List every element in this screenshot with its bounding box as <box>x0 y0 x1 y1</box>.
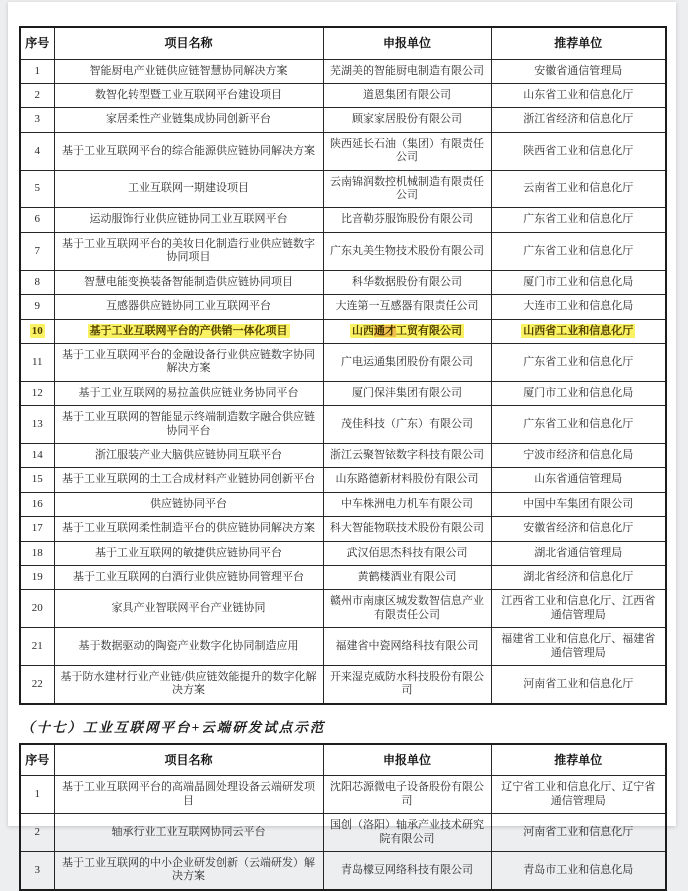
cell-text: 国创（洛阳）轴承产业技术研究院有限公司 <box>330 819 484 845</box>
highlighted-text <box>350 324 464 338</box>
row-number-cell <box>20 295 54 319</box>
column-header: 序号 <box>20 27 54 59</box>
cell-text: 2 <box>34 89 40 102</box>
cell-text: 开来湿克威防水科技股份有限公司 <box>330 671 484 697</box>
row-number-cell <box>20 319 54 343</box>
recommender-cell <box>491 270 666 294</box>
cell-text: 广东省工业和信息化厅 <box>523 213 634 226</box>
cell-text: 青岛市工业和信息化局 <box>523 863 634 876</box>
cell-text: 供应链协同平台 <box>150 497 227 510</box>
table-row <box>20 59 666 83</box>
recommender-cell <box>491 170 666 208</box>
table-row <box>20 666 666 704</box>
row-number-cell <box>20 170 54 208</box>
row-number-cell <box>20 108 54 132</box>
row-number-cell <box>20 468 54 492</box>
row-number-cell <box>20 541 54 565</box>
column-header: 推荐单位 <box>491 744 666 776</box>
cell-text: 辽宁省工业和信息化厅、辽宁省通信管理局 <box>501 781 656 807</box>
applicant-cell <box>323 468 491 492</box>
table-row <box>20 517 666 541</box>
table-row <box>20 84 666 108</box>
table-header-row <box>20 27 666 59</box>
applicant-cell <box>323 208 491 232</box>
cell-text: 基于工业互联网平台的美妆日化制造行业供应链数字协同项目 <box>62 237 315 264</box>
applicant-cell <box>323 232 491 270</box>
table-row <box>20 590 666 628</box>
applicant-cell <box>323 381 491 405</box>
project-name-cell <box>54 852 323 890</box>
applicant-cell <box>323 541 491 565</box>
row-number-cell <box>20 132 54 170</box>
recommender-cell <box>491 852 666 890</box>
cell-text: 智能厨电产业链供应链智慧协同解决方案 <box>89 64 288 77</box>
recommender-cell <box>491 232 666 270</box>
document-page <box>8 2 676 883</box>
cell-text: 9 <box>34 300 40 313</box>
cell-text: 青岛檬豆网络科技有限公司 <box>341 863 473 876</box>
table-row <box>20 381 666 405</box>
recommender-cell <box>491 295 666 319</box>
cell-text: 道恩集团有限公司 <box>363 89 451 102</box>
cell-text: 基于工业互联网的敏捷供应链协同平台 <box>95 546 282 559</box>
applicant-cell <box>323 295 491 319</box>
cell-text: 3 <box>34 113 40 126</box>
cell-text: 基于防水建材行业产业链/供应链效能提升的数字化解决方案 <box>60 671 317 697</box>
cell-text: 15 <box>31 473 43 486</box>
row-number-cell <box>20 852 54 890</box>
project-name-cell <box>54 132 323 170</box>
cell-text: 7 <box>34 244 40 257</box>
applicant-cell <box>323 814 491 852</box>
cell-text: 浙江云聚智铱数字科技有限公司 <box>330 448 484 461</box>
recommender-cell <box>491 108 666 132</box>
project-name-cell <box>54 270 323 294</box>
project-name-cell <box>54 814 323 852</box>
cell-text: 河南省工业和信息化厅 <box>523 677 634 690</box>
cell-text: 广东省工业和信息化厅 <box>523 244 634 257</box>
column-header: 推荐单位 <box>491 27 666 59</box>
cell-text: 18 <box>31 546 43 559</box>
project-name-cell <box>54 492 323 516</box>
cell-text: 安徽省经济和信息化厅 <box>523 522 634 535</box>
table-row <box>20 132 666 170</box>
cell-text: 江西省工业和信息化厅、江西省通信管理局 <box>501 595 656 621</box>
cell-text: 5 <box>34 182 40 195</box>
recommender-cell <box>491 381 666 405</box>
project-name-cell <box>54 84 323 108</box>
recommender-cell <box>491 666 666 704</box>
highlighted-text: 10 <box>31 324 43 337</box>
table-row <box>20 628 666 666</box>
project-name-cell <box>54 443 323 467</box>
cell-text: 山东路德新材料股份有限公司 <box>335 473 479 486</box>
cell-text: 智慧电能变换装备智能制造供应链协同项目 <box>84 275 293 288</box>
row-number-cell <box>20 814 54 852</box>
cell-text: 1 <box>34 64 40 77</box>
recommender-cell <box>491 406 666 444</box>
cell-text: 6 <box>34 213 40 226</box>
recommender-cell <box>491 776 666 814</box>
cell-text: 工业互联网一期建设项目 <box>128 182 249 195</box>
recommender-cell <box>491 84 666 108</box>
cell-text: 云南锦润数控机械制造有限责任公司 <box>330 175 484 202</box>
table-row <box>20 565 666 589</box>
cell-text: 19 <box>31 570 43 583</box>
cell-text: 16 <box>31 497 43 510</box>
cell-text: 河南省工业和信息化厅 <box>523 825 634 838</box>
table-row <box>20 776 666 814</box>
cell-text: 基于工业互联网的智能显示终端制造数字融合供应链协同平台 <box>62 411 315 437</box>
cell-text: 科大智能物联技术股份有限公司 <box>330 522 484 535</box>
section-heading: （十七）工业互联网平台+云端研发试点示范 <box>21 719 326 735</box>
cell-text: 2 <box>34 825 40 838</box>
recommender-cell <box>491 590 666 628</box>
applicant-cell <box>323 108 491 132</box>
row-number-cell <box>20 232 54 270</box>
cell-text: 基于数据驱动的陶瓷产业数字化协同制造应用 <box>78 639 299 652</box>
project-name-cell <box>54 776 323 814</box>
project-name-cell <box>54 406 323 444</box>
table-row <box>20 406 666 444</box>
table-row <box>20 852 666 890</box>
active-search-match: 通才 <box>374 324 396 337</box>
applicant-cell <box>323 319 491 343</box>
cell-text: 互感器供应链协同工业互联网平台 <box>106 300 271 313</box>
table-row <box>20 232 666 270</box>
cell-text: 基于工业互联网的土工合成材料产业链协同创新平台 <box>62 473 315 486</box>
cell-text: 广东省工业和信息化厅 <box>523 417 634 430</box>
recommender-cell <box>491 59 666 83</box>
applicant-cell <box>323 170 491 208</box>
table-row <box>20 814 666 852</box>
table-row <box>20 170 666 208</box>
cell-text: 17 <box>31 522 43 535</box>
cell-text: 基于工业互联网平台的高端晶圆处理设备云端研发项目 <box>62 781 315 807</box>
cell-text: 山西 <box>352 324 374 337</box>
column-header: 申报单位 <box>323 744 491 776</box>
project-name-cell <box>54 208 323 232</box>
row-number-cell <box>20 628 54 666</box>
project-table-cloud-rd <box>19 743 667 891</box>
cell-text: 20 <box>31 602 43 615</box>
row-number-cell <box>20 517 54 541</box>
cell-text: 中国中车集团有限公司 <box>523 497 634 510</box>
cell-text: 工贸有限公司 <box>396 324 462 337</box>
recommender-cell <box>491 443 666 467</box>
cell-text: 8 <box>34 275 40 288</box>
cell-text: 宁波市经济和信息化局 <box>523 448 634 461</box>
cell-text: 14 <box>31 448 43 461</box>
recommender-cell <box>491 319 666 343</box>
cell-text: 家具产业智联网平台产业链协同 <box>111 602 266 615</box>
cell-text: 山东省工业和信息化厅 <box>523 89 634 102</box>
highlighted-text: 基于工业互联网平台的产供销一体化项目 <box>89 324 288 337</box>
column-header: 申报单位 <box>323 27 491 59</box>
applicant-cell <box>323 776 491 814</box>
row-number-cell <box>20 343 54 381</box>
applicant-cell <box>323 666 491 704</box>
cell-text: 沈阳芯源微电子设备股份有限公司 <box>330 781 484 807</box>
applicant-cell <box>323 343 491 381</box>
applicant-cell <box>323 443 491 467</box>
row-number-cell <box>20 443 54 467</box>
cell-text: 陕西延长石油（集团）有限责任公司 <box>330 137 484 164</box>
cell-text: 浙江服装产业大脑供应链协同互联平台 <box>95 448 282 461</box>
cell-text: 顾家家居股份有限公司 <box>352 113 462 126</box>
cell-text: 陕西省工业和信息化厅 <box>523 144 634 157</box>
table-row <box>20 541 666 565</box>
project-name-cell <box>54 666 323 704</box>
applicant-cell <box>323 84 491 108</box>
cell-text: 安徽省通信管理局 <box>534 64 623 77</box>
table-row <box>20 443 666 467</box>
cell-text: 大连第一互感器有限责任公司 <box>335 300 479 313</box>
cell-text: 1 <box>34 788 40 801</box>
column-header: 项目名称 <box>54 744 323 776</box>
table-row <box>20 295 666 319</box>
table-row <box>20 319 666 343</box>
project-name-cell <box>54 319 323 343</box>
cell-text: 轴承行业工业互联网协同云平台 <box>111 825 266 838</box>
cell-text: 21 <box>31 639 43 652</box>
cell-text: 福建省中瓷网络科技有限公司 <box>335 639 479 652</box>
row-number-cell <box>20 381 54 405</box>
project-name-cell <box>54 590 323 628</box>
row-number-cell <box>20 565 54 589</box>
recommender-cell <box>491 492 666 516</box>
cell-text: 山东省通信管理局 <box>534 473 623 486</box>
project-name-cell <box>54 59 323 83</box>
row-number-cell <box>20 666 54 704</box>
row-number-cell <box>20 590 54 628</box>
document-content <box>8 2 676 891</box>
row-number-cell <box>20 84 54 108</box>
table-row <box>20 343 666 381</box>
applicant-cell <box>323 628 491 666</box>
recommender-cell <box>491 468 666 492</box>
column-header: 项目名称 <box>54 27 323 59</box>
applicant-cell <box>323 132 491 170</box>
cell-text: 浙江省经济和信息化厅 <box>523 113 634 126</box>
table-row <box>20 208 666 232</box>
row-number-cell <box>20 208 54 232</box>
project-name-cell <box>54 232 323 270</box>
applicant-cell <box>323 270 491 294</box>
project-name-cell <box>54 295 323 319</box>
cell-text: 云南省工业和信息化厅 <box>523 182 634 195</box>
cell-text: 芜湖美的智能厨电制造有限公司 <box>330 64 484 77</box>
applicant-cell <box>323 492 491 516</box>
cell-text: 湖北省通信管理局 <box>534 546 623 559</box>
cell-text: 数智化转型暨工业互联网平台建设项目 <box>95 89 282 102</box>
applicant-cell <box>323 590 491 628</box>
cell-text: 基于工业互联网平台的综合能源供应链协同解决方案 <box>62 144 315 157</box>
recommender-cell <box>491 132 666 170</box>
recommender-cell <box>491 208 666 232</box>
cell-text: 基于工业互联网的白酒行业供应链协同管理平台 <box>73 570 304 583</box>
row-number-cell <box>20 406 54 444</box>
applicant-cell <box>323 406 491 444</box>
recommender-cell <box>491 541 666 565</box>
applicant-cell <box>323 565 491 589</box>
recommender-cell <box>491 517 666 541</box>
project-name-cell <box>54 628 323 666</box>
applicant-cell <box>323 852 491 890</box>
project-name-cell <box>54 108 323 132</box>
cell-text: 4 <box>34 144 40 157</box>
cell-text: 广电运通集团股份有限公司 <box>341 355 473 368</box>
cell-text: 赣州市南康区城发数智信息产业有限责任公司 <box>330 595 484 621</box>
recommender-cell <box>491 814 666 852</box>
cell-text: 基于工业互联网平台的金融设备行业供应链数字协同解决方案 <box>62 348 315 375</box>
cell-text: 广东省工业和信息化厅 <box>523 355 634 368</box>
project-name-cell <box>54 468 323 492</box>
cell-text: 茂佳科技（广东）有限公司 <box>341 417 473 430</box>
table-row <box>20 270 666 294</box>
cell-text: 大连市工业和信息化局 <box>523 300 634 313</box>
table-header-row <box>20 744 666 776</box>
cell-text: 中车株洲电力机车有限公司 <box>341 497 473 510</box>
cell-text: 家居柔性产业链集成协同创新平台 <box>106 113 271 126</box>
table-row <box>20 492 666 516</box>
cell-text: 3 <box>34 863 40 876</box>
cell-text: 22 <box>31 677 43 690</box>
project-name-cell <box>54 565 323 589</box>
cell-text: 比音勒芬服饰股份有限公司 <box>341 213 473 226</box>
row-number-cell <box>20 492 54 516</box>
cell-text: 武汉佰思杰科技有限公司 <box>346 546 468 559</box>
cell-text: 基于工业互联网柔性制造平台的供应链协同解决方案 <box>62 522 315 535</box>
table-row <box>20 468 666 492</box>
project-name-cell <box>54 343 323 381</box>
cell-text: 科华数据股份有限公司 <box>352 275 462 288</box>
cell-text: 12 <box>31 386 43 399</box>
cell-text: 基于工业互联网的中小企业研发创新（云端研发）解决方案 <box>62 857 315 883</box>
recommender-cell <box>491 565 666 589</box>
row-number-cell <box>20 59 54 83</box>
cell-text: 福建省工业和信息化厅、福建省通信管理局 <box>501 633 656 659</box>
cell-text: 广东丸美生物技术股份有限公司 <box>330 244 484 257</box>
cell-text: 运动服饰行业供应链协同工业互联网平台 <box>89 213 288 226</box>
project-table-supply-chain <box>19 26 667 705</box>
cell-text: 13 <box>31 417 43 430</box>
table-row <box>20 108 666 132</box>
applicant-cell <box>323 517 491 541</box>
recommender-cell <box>491 343 666 381</box>
project-name-cell <box>54 517 323 541</box>
cell-text: 11 <box>31 355 43 368</box>
cell-text: 黄鹤楼酒业有限公司 <box>357 570 457 583</box>
highlighted-text: 山西省工业和信息化厅 <box>523 324 634 337</box>
cell-text: 厦门保沣集团有限公司 <box>352 386 462 399</box>
column-header: 序号 <box>20 744 54 776</box>
applicant-cell <box>323 59 491 83</box>
project-name-cell <box>54 170 323 208</box>
cell-text: 基于工业互联网的易拉盖供应链业务协同平台 <box>78 386 299 399</box>
row-number-cell <box>20 776 54 814</box>
project-name-cell <box>54 541 323 565</box>
cell-text: 厦门市工业和信息化局 <box>523 275 634 288</box>
cell-text: 湖北省经济和信息化厅 <box>523 570 634 583</box>
row-number-cell <box>20 270 54 294</box>
project-name-cell <box>54 381 323 405</box>
cell-text: 厦门市工业和信息化局 <box>523 386 634 399</box>
recommender-cell <box>491 628 666 666</box>
